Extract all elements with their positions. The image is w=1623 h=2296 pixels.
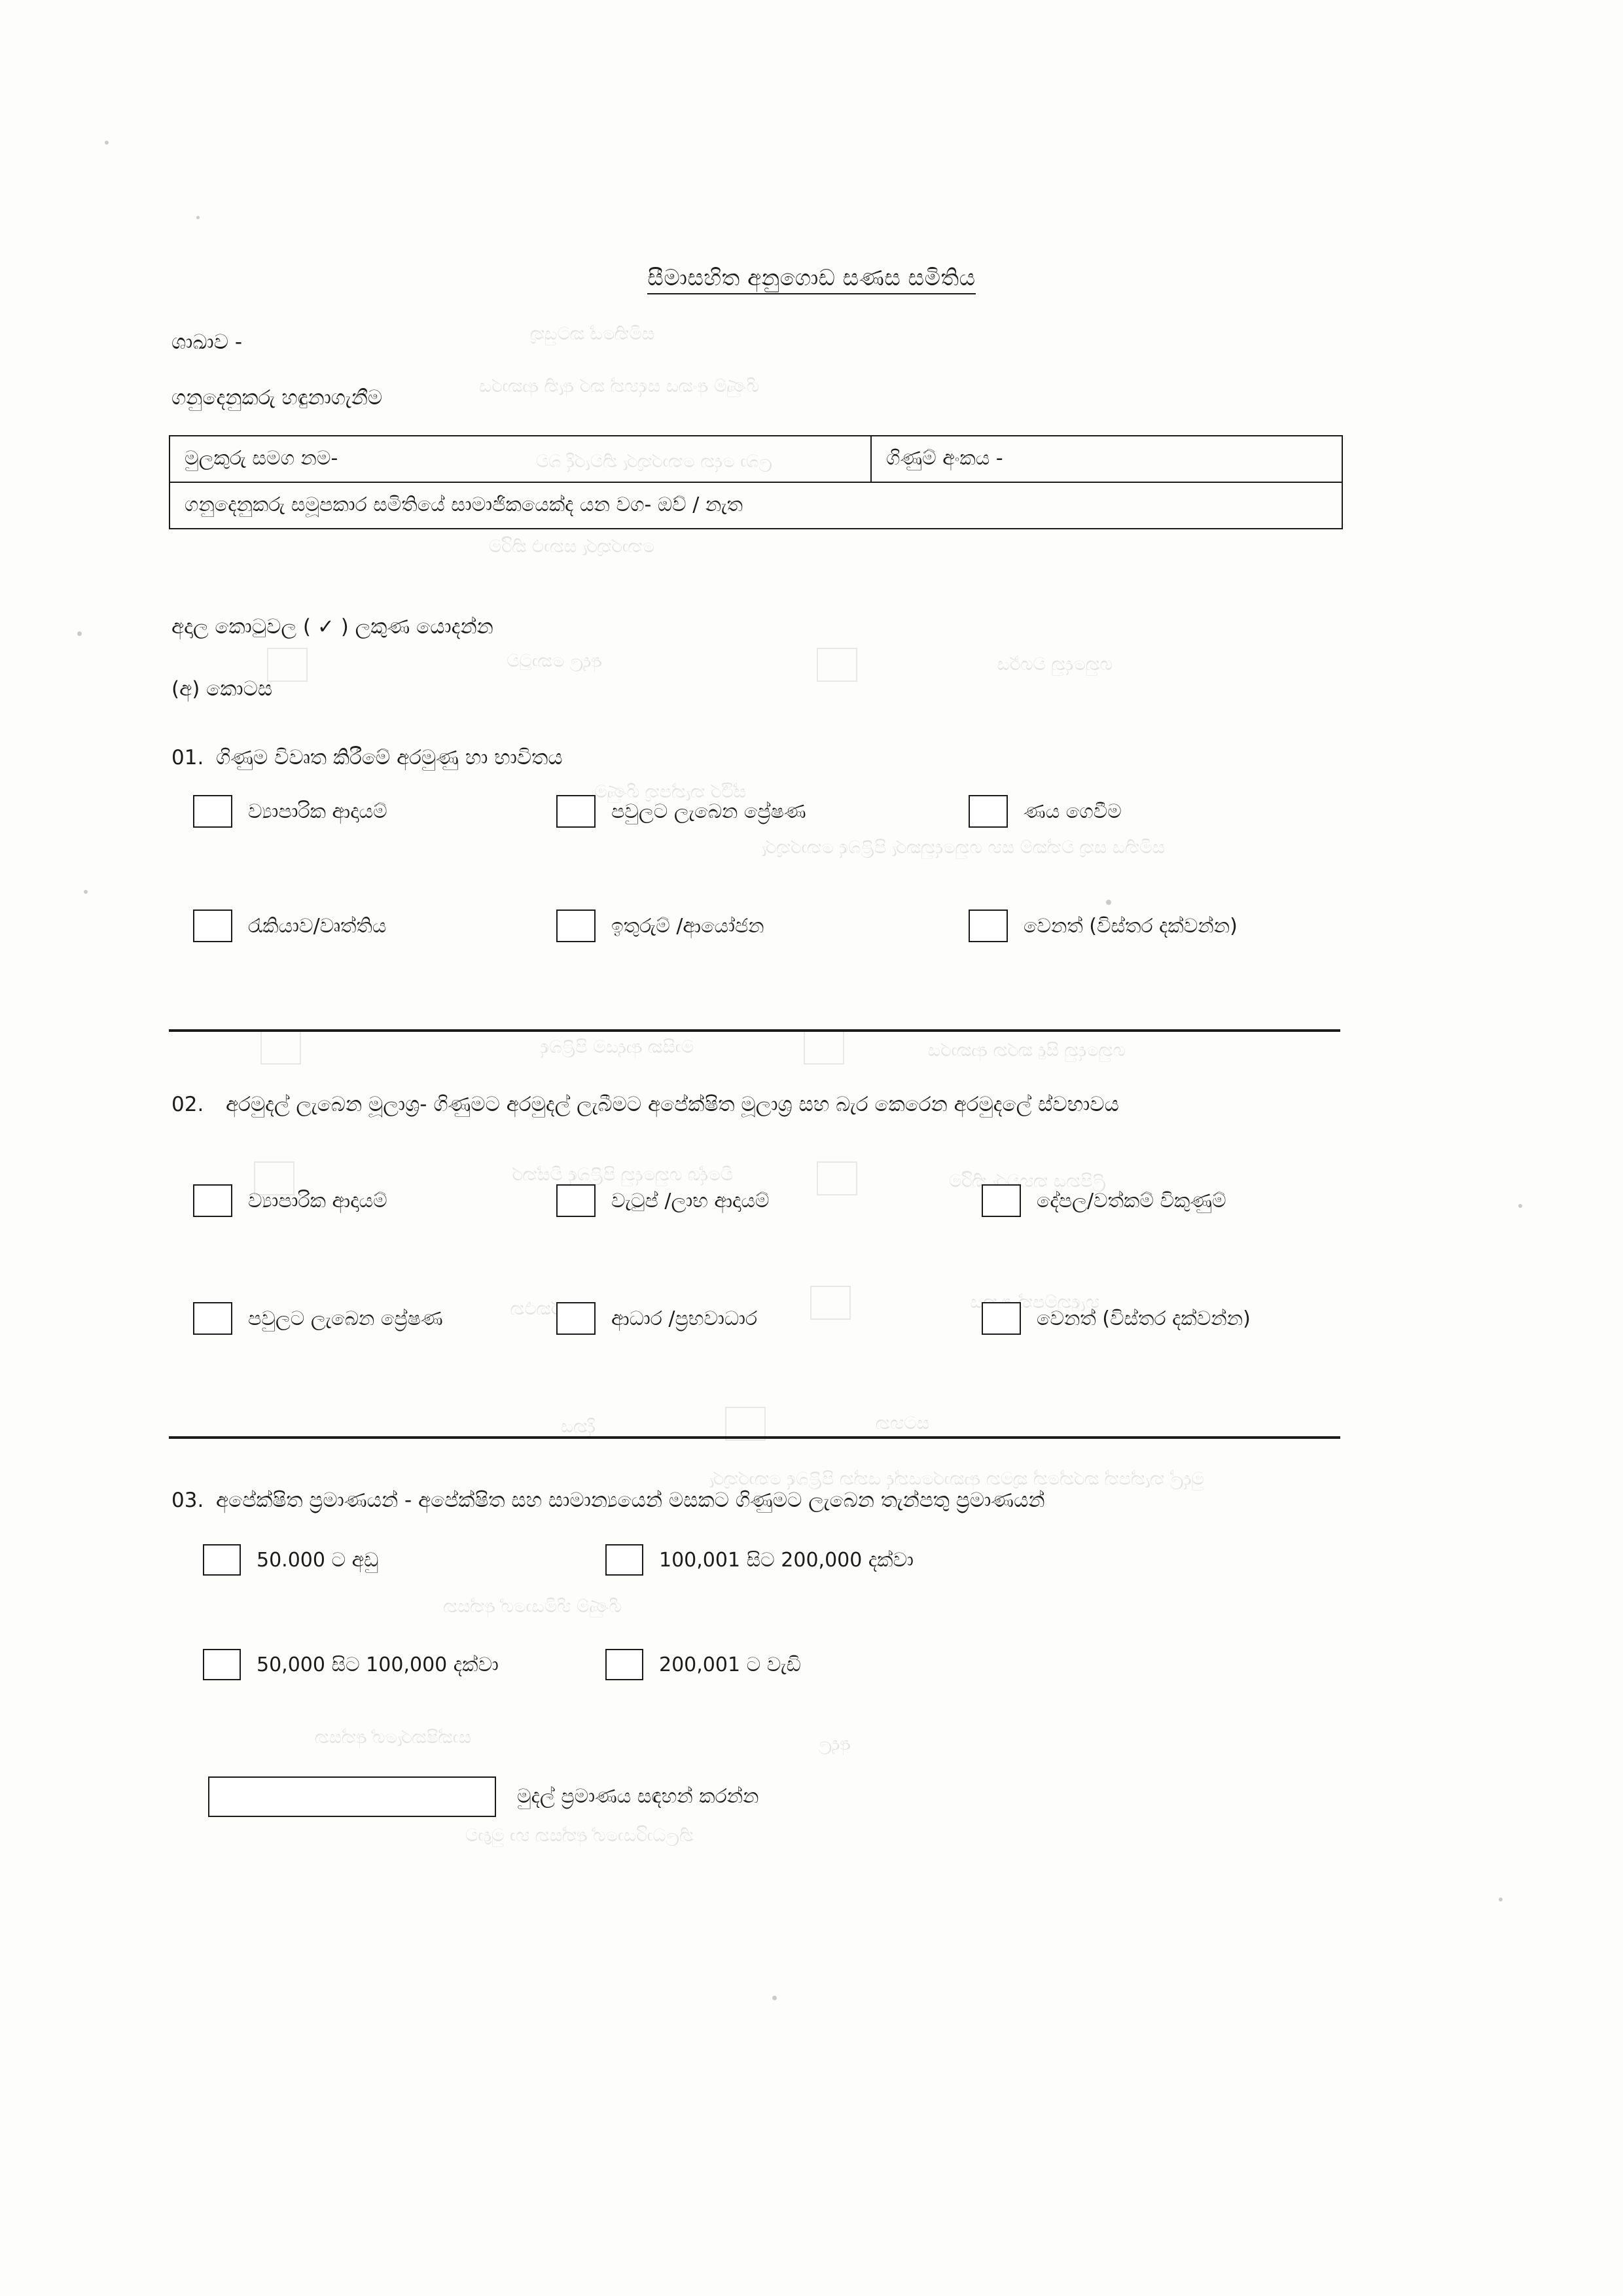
question-03-number: 03. <box>171 1489 204 1512</box>
q3-option-4[interactable] <box>605 1649 801 1680</box>
identification-heading: ගනුදෙනුකරු හඳුනාගැනීම <box>171 386 383 410</box>
q1-option-4[interactable] <box>193 910 386 942</box>
membership-question[interactable]: ගනුදෙනුකරු සමූපකාර සමිතියේ සාමාජිකයෙක්ද යන වග- ඔව් / නැත <box>185 493 743 516</box>
q1-option-6-label: වෙනත් (විස්තර දක්වන්න) <box>1024 914 1238 938</box>
q1-option-3-label: ණය ගෙවීම <box>1024 800 1122 823</box>
q1-checkbox-6[interactable] <box>969 910 1008 942</box>
q1-option-5[interactable] <box>556 910 764 942</box>
table-row <box>170 436 1342 483</box>
branch-label: ශාඛාව - <box>171 330 243 354</box>
q2-checkbox-1[interactable] <box>193 1184 232 1217</box>
q1-option-2-label: පවුලට ලැබෙන ප්‍රේෂණ <box>611 800 806 823</box>
name-field-label[interactable]: මුලකුරු සමග නම- <box>170 436 872 482</box>
q2-option-3-label: දේපල/වත්කම් විකුණුම් <box>1037 1189 1226 1212</box>
q1-checkbox-3[interactable] <box>969 795 1008 828</box>
q2-option-5-label: ආධාර /ප්‍රභවාධාර <box>611 1307 758 1330</box>
q3-option-3-label: 50,000 සිට 100,000 දක්වා <box>257 1653 499 1676</box>
q1-option-2[interactable] <box>556 795 806 828</box>
q1-option-3[interactable] <box>969 795 1122 828</box>
question-01-heading: ගිණුම විවෘත කිරීමේ අරමුණු හා භාවිතය <box>216 746 563 769</box>
q3-option-1[interactable] <box>203 1544 378 1576</box>
q1-checkbox-2[interactable] <box>556 795 596 828</box>
table-row <box>170 483 1342 528</box>
bleed-through-ghost-layer: සමිතියේ කටයුතු ගිණුම් අංකය සඳහන් කර ඇති ආකාරය ලබා දෙන තොරතුරු නිවැරදි බව තොරතුරු සනාථ කිරීම අදාල කොටුව ගනුදෙනු වර්ගය ස්ථිර තැන්පතු ගිණුම සමිතිය සතු වත්කම් සහ ගනුදෙනුකරු පිළිබඳ තොරතුරු ගනුදෙනු සිදු කරන ආකාරය මාසික ආදායම පිළිබඳ ලිපිනය තහවුරු කිරීම විදේශ ගනුදෙනු පිළිබඳ විස්තර හැඳුනුම්පත් අංකය දුරකථන සටහන දිනය මුදල් තැන්පත් කරන්නේ කුමන ආකාරයෙන්ද යන්න පිළිබඳ තොරතුරු ගිණුම් හිමියාගේ අත්සන අදාල සාක්ෂිකරුගේ අත්සන නිලධාරියාගේ අත්සන හා මුද්‍රාව <box>0 0 1623 2296</box>
q1-option-4-label: රැකියාව/වෘත්තිය <box>248 914 387 938</box>
section-divider-1 <box>169 1029 1340 1032</box>
q2-option-3[interactable] <box>982 1184 1226 1217</box>
identification-table <box>169 435 1343 529</box>
q2-option-2[interactable] <box>556 1184 770 1217</box>
q2-option-5[interactable] <box>556 1302 757 1335</box>
section-divider-2 <box>169 1436 1340 1439</box>
account-number-field-label[interactable]: ගිණුම් අංකය - <box>886 447 1003 470</box>
q2-option-4[interactable] <box>193 1302 443 1335</box>
amount-input-label: මුදල් ප්‍රමාණය සඳහන් කරන්න <box>517 1785 759 1808</box>
q2-option-2-label: වැටුප් /ලාභ ආදායම් <box>611 1189 770 1212</box>
q2-option-6-label: වෙනත් (විස්තර දක්වන්න) <box>1037 1307 1251 1330</box>
tick-instruction: අදාල කොටුවල ( ✓ ) ලකුණ යොදන්න <box>171 615 493 639</box>
q3-checkbox-1[interactable] <box>203 1544 241 1576</box>
q1-option-1[interactable] <box>193 795 387 828</box>
question-02-number: 02. <box>171 1093 204 1116</box>
q3-option-2[interactable] <box>605 1544 914 1576</box>
q1-checkbox-5[interactable] <box>556 910 596 942</box>
q2-checkbox-3[interactable] <box>982 1184 1021 1217</box>
q3-option-3[interactable] <box>203 1649 499 1680</box>
page-title-text: සීමාසහිත අනුගොඩ සණස සමිතිය <box>647 265 975 294</box>
q2-option-1[interactable] <box>193 1184 387 1217</box>
q1-checkbox-4[interactable] <box>193 910 232 942</box>
q3-option-1-label: 50.000 ට අඩු <box>257 1548 379 1572</box>
q3-option-4-label: 200,001 ට වැඩි <box>659 1653 801 1676</box>
q2-option-6[interactable] <box>982 1302 1251 1335</box>
q2-checkbox-6[interactable] <box>982 1302 1021 1335</box>
q2-option-4-label: පවුලට ලැබෙන ප්‍රේෂණ <box>248 1307 443 1330</box>
q1-checkbox-1[interactable] <box>193 795 232 828</box>
q1-option-1-label: ව්‍යාපාරික ආදායම් <box>248 800 387 823</box>
q1-option-5-label: ඉතුරුම් /ආයෝජන <box>611 914 764 938</box>
q2-checkbox-5[interactable] <box>556 1302 596 1335</box>
q2-option-1-label: ව්‍යාපාරික ආදායම් <box>248 1189 387 1212</box>
q2-checkbox-4[interactable] <box>193 1302 232 1335</box>
amount-input[interactable] <box>208 1776 496 1817</box>
page-title <box>0 265 1623 291</box>
q3-checkbox-2[interactable] <box>605 1544 643 1576</box>
question-03-heading: අපේක්ෂිත ප්‍රමාණයන් - අපේක්ෂිත සහ සාමාන්‍යයෙන් මසකට ගිණුමට ලැබෙන තැන්පතු ප්‍රමාණයන් <box>216 1489 1045 1512</box>
question-02-heading: අරමුදල් ලැබෙන මූලාශ්‍ර- ගිණුමට අරමුදල් ලැබීමට අපේක්ෂිත මූලාශ්‍ර සහ බැර කෙරෙන අරමුදලේ ස්වභාවය <box>226 1093 1119 1116</box>
q1-option-6[interactable] <box>969 910 1238 942</box>
q2-checkbox-2[interactable] <box>556 1184 596 1217</box>
section-a-label: (අ) කොටස <box>171 677 273 701</box>
q3-checkbox-3[interactable] <box>203 1649 241 1680</box>
q3-checkbox-4[interactable] <box>605 1649 643 1680</box>
q3-option-2-label: 100,001 සිට 200,000 දක්වා <box>659 1548 914 1572</box>
question-01-number: 01. <box>171 746 204 769</box>
